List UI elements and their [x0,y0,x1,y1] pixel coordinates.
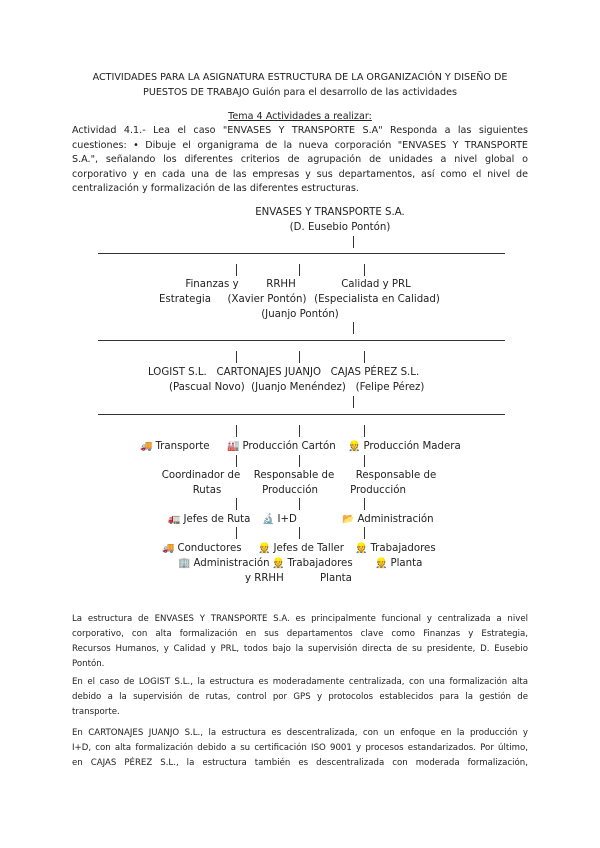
coordinador-rutas: Coordinador de [161,470,241,481]
connector [364,264,365,276]
unit-label: Trabajadores [370,543,436,554]
responsable-produccion-2-l2: Producción [350,485,406,496]
org-root-person: (D. Eusebio Pontón) [289,222,391,233]
folder-icon: 📂 [342,514,355,525]
dept-rrhh: RRHH [266,279,296,290]
divider-line [98,414,505,415]
unit-conductores [162,541,242,556]
connector [299,264,300,276]
office-building-icon: 🏢 [178,558,191,569]
connector [299,351,300,363]
paragraph-line: Pontón. [72,659,105,669]
connector [236,498,237,510]
connector [364,351,365,363]
paragraph-logist [72,675,528,720]
connector [299,425,300,437]
truck-icon: 🚚 [140,441,153,452]
unit-label: Producción Cartón [242,441,336,452]
connector [364,498,365,510]
unit-trabajadores [355,541,436,556]
unit-label: Trabajadores [287,558,353,569]
connector [299,498,300,510]
connector [364,425,365,437]
unit-admin-rrhh-l2: y RRHH [245,573,284,584]
unit-label: Administración [357,514,434,525]
factory-icon: 🏭 [227,441,240,452]
divider-line [98,253,505,254]
microscope-icon: 🔬 [262,514,275,525]
dept-rrhh-person2: (Juanjo Pontón) [261,309,339,320]
responsable-produccion-2: Responsable de [355,470,437,481]
connector [299,527,300,539]
paragraph-line: La estructura de ENVASES Y TRANSPORTE S.A. es principalmente funcional y centralizada a nivel [72,614,528,624]
dept-calidad-person: (Especialista en Calidad) [314,294,440,305]
unit-produccion-carton [227,439,336,454]
coordinador-rutas-l2: Rutas [192,485,222,496]
connector [236,351,237,363]
connector [353,236,354,248]
unit-admin-rrhh [178,556,270,571]
connector [236,455,237,467]
companies-row: LOGIST S.L. CARTONAJES JUANJO CAJAS PÉREZ S.L. [148,367,420,378]
paragraph-cartonajes [72,726,528,771]
bus-icon: 🚛 [168,514,181,525]
activity-statement [72,124,528,197]
connector [236,264,237,276]
dept-finanzas: Finanzas y [185,279,239,290]
org-root-name: ENVASES Y TRANSPORTE S.A. [255,207,405,218]
paragraph-envases [72,612,528,672]
divider-line [98,340,505,341]
unit-label: Jefes de Ruta [183,514,251,525]
paragraph-line: en CAJAS PÉREZ S.L., la estructura también es descentralizada con moderada formalización, [72,758,528,768]
activity-line: corporativo y en cada una de las empresas y sus departamentos, así como el nivel de [72,168,528,180]
paragraph-line: En el caso de LOGIST S.L., la estructura es moderadamente centralizada, con una formalización alta [72,677,528,687]
dept-rrhh-person: (Xavier Pontón) [227,294,307,305]
worker-icon: 👷 [348,441,361,452]
activity-line: cuestiones: • Dibuje el organigrama de la nueva corporación "ENVASES Y TRANSPORTE [72,139,528,151]
responsable-produccion-1: Responsable de [253,470,335,481]
paragraph-line: I+D, con alta formalización debido a su certificación ISO 9001 y procesos estandarizados. Por último, [72,743,528,753]
connector [236,527,237,539]
unit-label: I+D [277,514,297,525]
unit-label: Jefes de Taller [273,543,344,554]
unit-jefes-taller [258,541,344,556]
paragraph-line: corporativo, con alta formalización en sus departamentos clave como Finanzas y Estrategia, [72,629,528,639]
unit-label: Administración [193,558,270,569]
unit-planta [375,556,422,571]
document-title-line2: PUESTOS DE TRABAJO Guión para el desarrollo de las actividades [143,87,457,98]
worker-icon: 👷 [258,543,271,554]
worker-icon: 👷 [355,543,368,554]
activity-line: S.A.", señalando los diferentes criterios de agrupación de unidades a nivel global o [72,154,528,165]
responsable-produccion-1-l2: Producción [262,485,318,496]
unit-trabajadores-planta-l2: Planta [320,573,352,584]
paragraph-line: En CARTONAJES JUANJO S.L., la estructura es descentralizada, con un enfoque en la producción y [72,728,528,738]
unit-jefes-ruta [168,512,250,527]
unit-label: Planta [390,558,423,569]
truck-icon: 🚚 [162,543,175,554]
connector [353,322,354,334]
unit-administracion [342,512,434,527]
paragraph-line: transporte. [72,707,120,717]
unit-label: Conductores [177,543,242,554]
worker-icon: 👷 [272,558,285,569]
connector [353,396,354,408]
paragraph-line: debido a la supervisión de rutas, control por GPS y protocolos establecidos para la gestión de [72,692,528,702]
companies-people-row: (Pascual Novo) (Juanjo Menéndez) (Felipe Pérez) [169,382,425,393]
unit-transporte [140,439,210,454]
activity-line: centralización y formalización de las diferentes estructuras. [72,183,359,194]
dept-calidad: Calidad y PRL [341,279,411,290]
worker-icon: 👷 [375,558,388,569]
document-title-line1: ACTIVIDADES PARA LA ASIGNATURA ESTRUCTURA DE LA ORGANIZACIÓN Y DISEÑO DE [92,72,508,83]
paragraph-line: Recursos Humanos, y Calidad y PRL, todos bajo la supervisión directa de su presidente, D. Eusebio [72,644,528,654]
unit-trabajadores-planta [272,556,353,571]
activity-line: Actividad 4.1.- Lea el caso "ENVASES Y TRANSPORTE S.A" Responda a las siguientes [72,125,528,136]
unit-label: Producción Madera [363,441,461,452]
tema-heading: Tema 4 Actividades a realizar: [228,111,372,122]
connector [364,455,365,467]
connector [364,527,365,539]
dept-finanzas-l2: Estrategia [159,294,211,305]
unit-id [262,512,297,527]
connector [236,425,237,437]
unit-produccion-madera [348,439,461,454]
unit-label: Transporte [155,441,210,452]
connector [299,455,300,467]
